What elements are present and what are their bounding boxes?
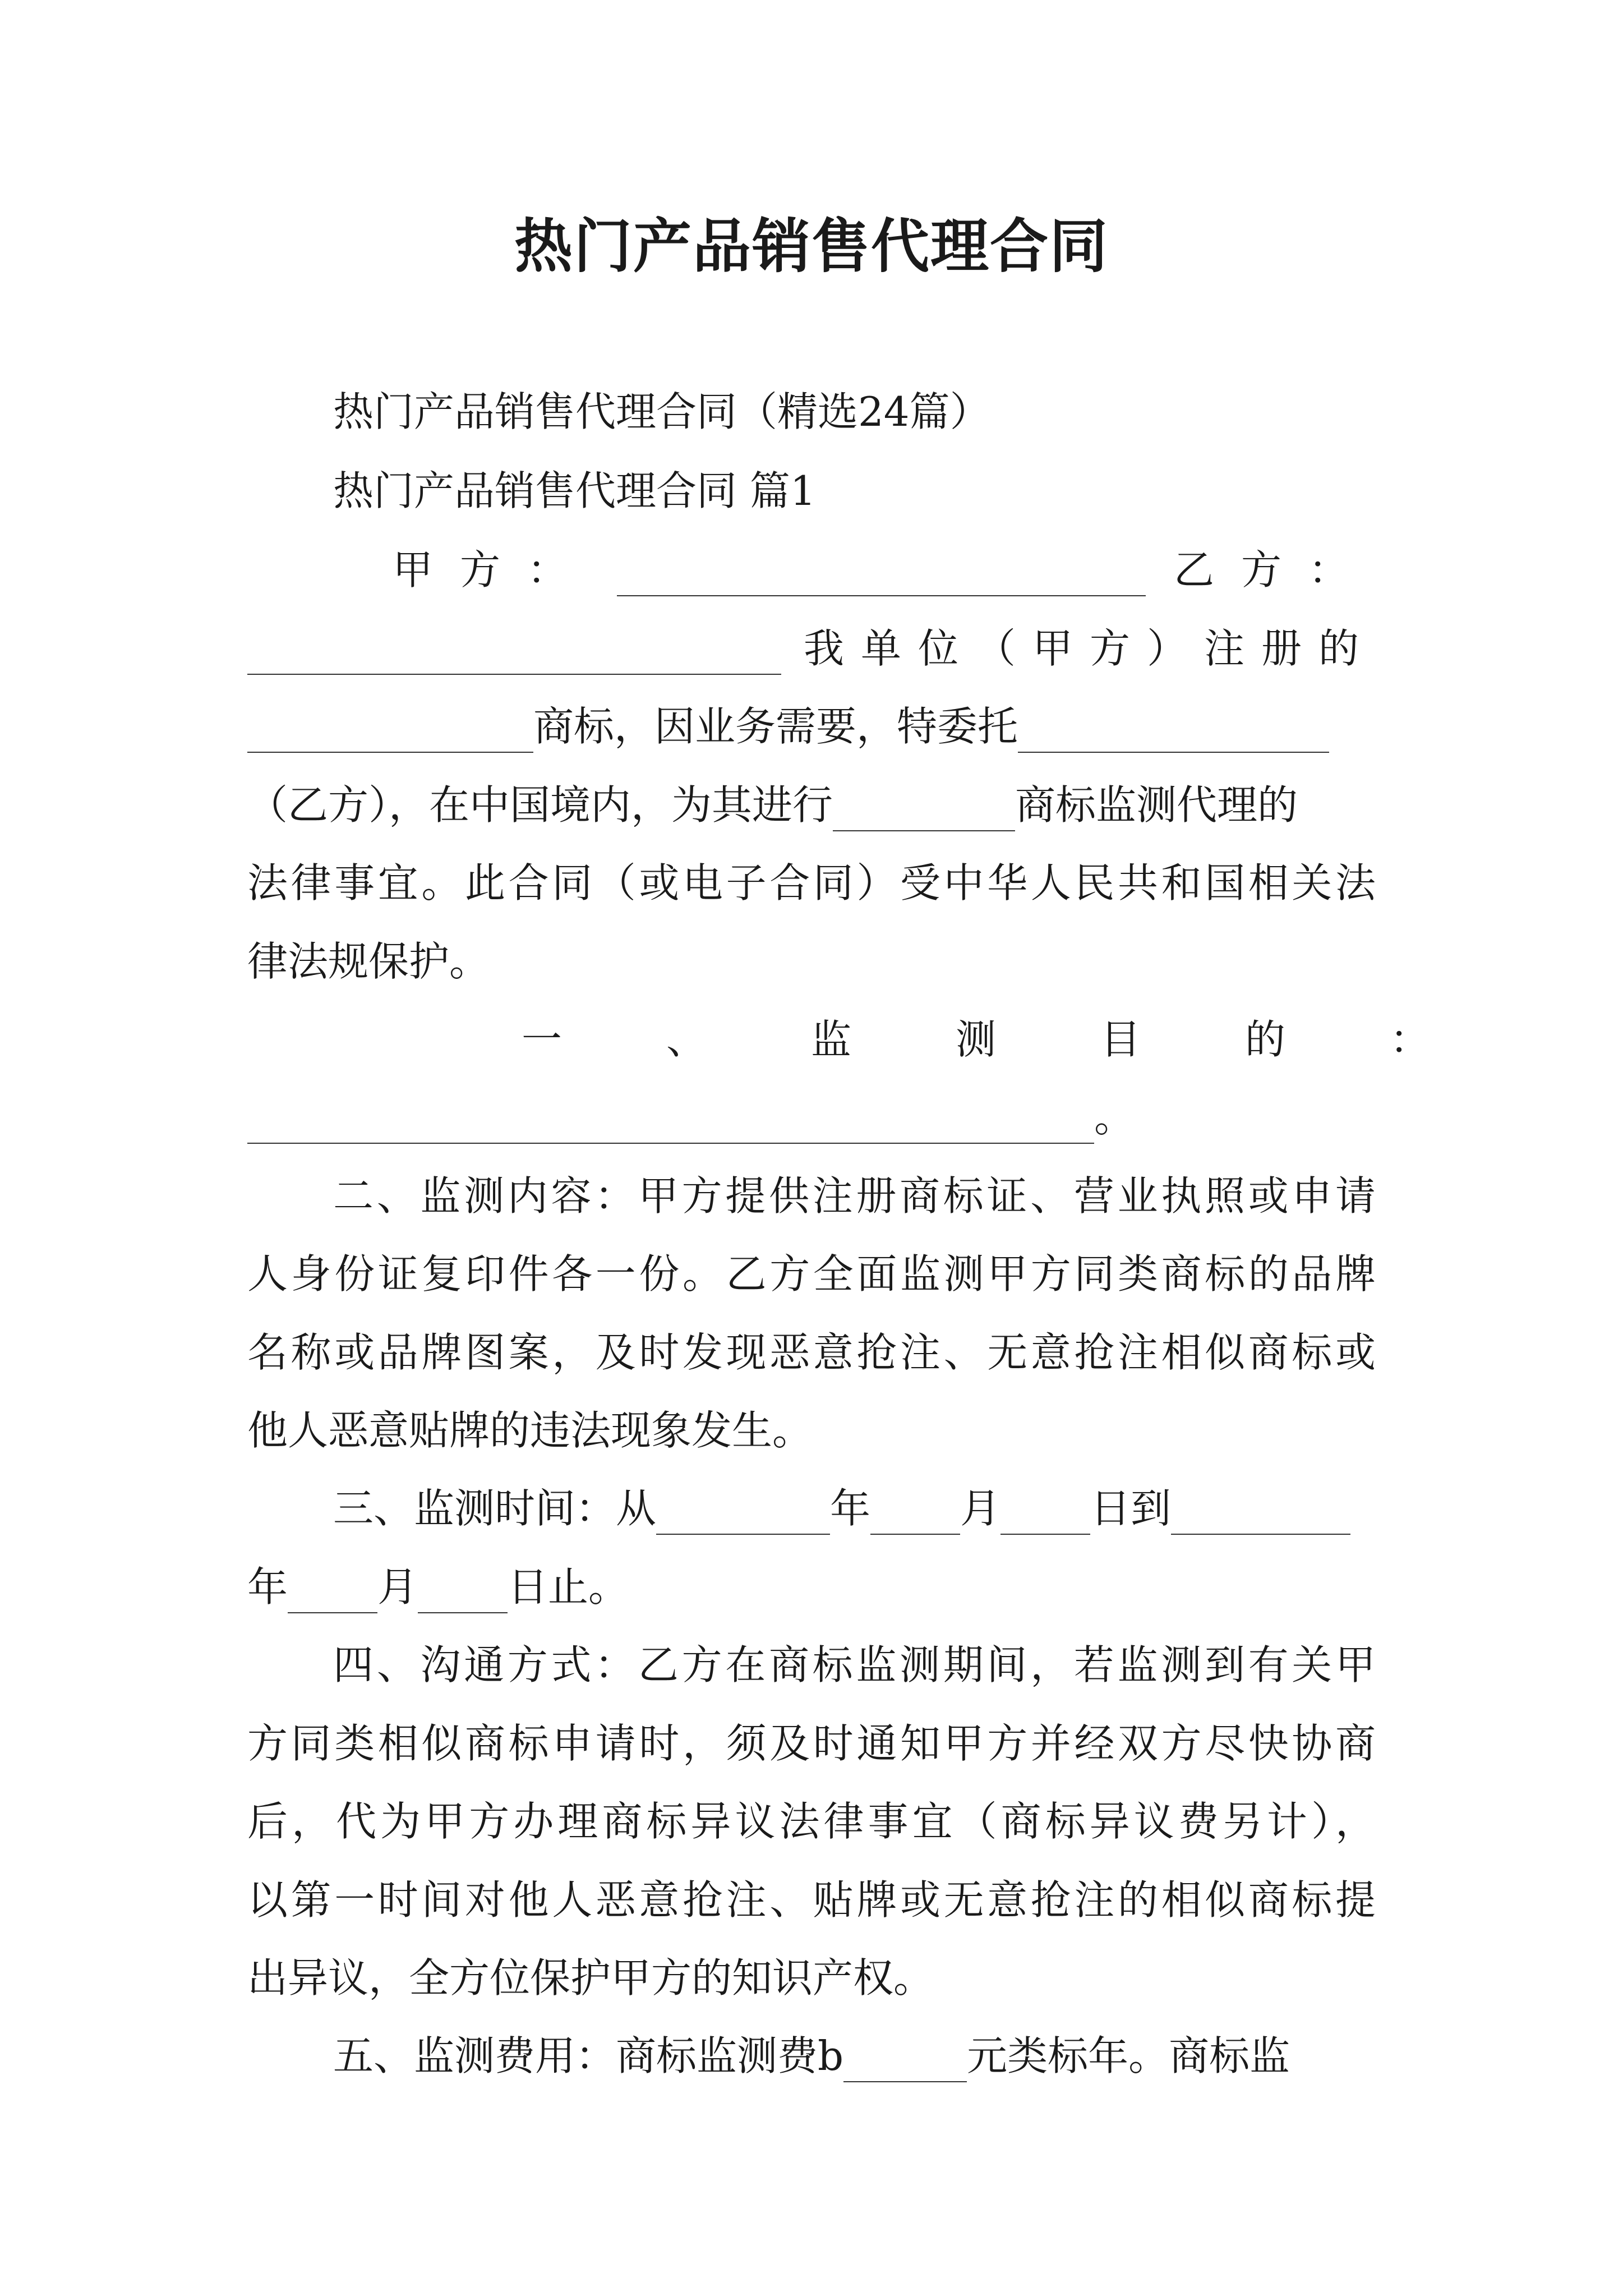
subtitle: 热门产品销售代理合同（精选24篇）: [333, 388, 990, 435]
parties-line: [393, 525, 1376, 615]
monitor-blank[interactable]: [833, 795, 1015, 831]
p1-line3: 商标，因业务需要，特委托: [247, 682, 1376, 771]
end-year-blank[interactable]: [1171, 1499, 1350, 1535]
p1-line5: 法律事宜。此合同（或电子合同）受中华人民共和国相关法: [247, 859, 1379, 907]
sec1-line2: 。: [247, 1073, 1376, 1162]
start-day-blank[interactable]: [1000, 1499, 1090, 1535]
sec3-line2: 年 月 日止。: [247, 1542, 1376, 1632]
sec4-line1: 四、沟通方式：乙方在商标监测期间，若监测到有关甲: [333, 1641, 1379, 1688]
sec5-line1: 五、监测费用：商标监测费b 元类标年。商标监: [333, 2011, 1376, 2101]
end-month-blank[interactable]: [288, 1577, 377, 1613]
sec4-line3: 后，代为甲方办理商标异议法律事宜（商标异议费另计），: [247, 1798, 1380, 1845]
party-b-label: 乙方：: [1173, 546, 1376, 593]
start-year-blank[interactable]: [656, 1499, 830, 1535]
p1-line6: 律法规保护。: [247, 938, 490, 985]
document-title: 热门产品销售代理合同: [514, 211, 1109, 280]
sec2-line4: 他人恶意贴牌的违法现象发生。: [247, 1407, 813, 1454]
sec2-line1: 二、监测内容：甲方提供注册商标证、营业执照或申请: [333, 1172, 1379, 1220]
section-heading: 热门产品销售代理合同 篇1: [333, 467, 816, 514]
sec2-line2: 人身份证复印件各一份。乙方全面监测甲方同类商标的品牌: [247, 1250, 1379, 1297]
fee-blank[interactable]: [843, 2046, 967, 2082]
trademark-blank[interactable]: [247, 717, 533, 753]
p1-line2: 我单位（甲方）注册的: [247, 604, 1376, 693]
party-a-blank[interactable]: [617, 560, 1146, 596]
party-b-blank[interactable]: [247, 639, 781, 675]
sec4-line5: 出异议，全方位保护甲方的知识产权。: [247, 1954, 934, 2001]
sec1-label: 一、监测目的：: [522, 1016, 1535, 1063]
sec3-line1: 三、监测时间：从 年 月 日到: [333, 1464, 1376, 1553]
purpose-blank[interactable]: [247, 1108, 1094, 1144]
end-day-blank[interactable]: [418, 1577, 508, 1613]
party-a-label: 甲方：: [393, 546, 595, 593]
sec4-line4: 以第一时间对他人恶意抢注、贴牌或无意抢注的相似商标提: [247, 1876, 1379, 1924]
start-month-blank[interactable]: [870, 1499, 960, 1535]
sec4-line2: 方同类相似商标申请时，须及时通知甲方并经双方尽快协商: [247, 1720, 1379, 1767]
sec2-line3: 名称或品牌图案，及时发现恶意抢注、无意抢注相似商标或: [247, 1329, 1379, 1376]
p1-line4: （乙方），在中国境内，为其进行 商标监测代理的: [247, 760, 1376, 850]
agent-blank[interactable]: [1018, 717, 1329, 753]
